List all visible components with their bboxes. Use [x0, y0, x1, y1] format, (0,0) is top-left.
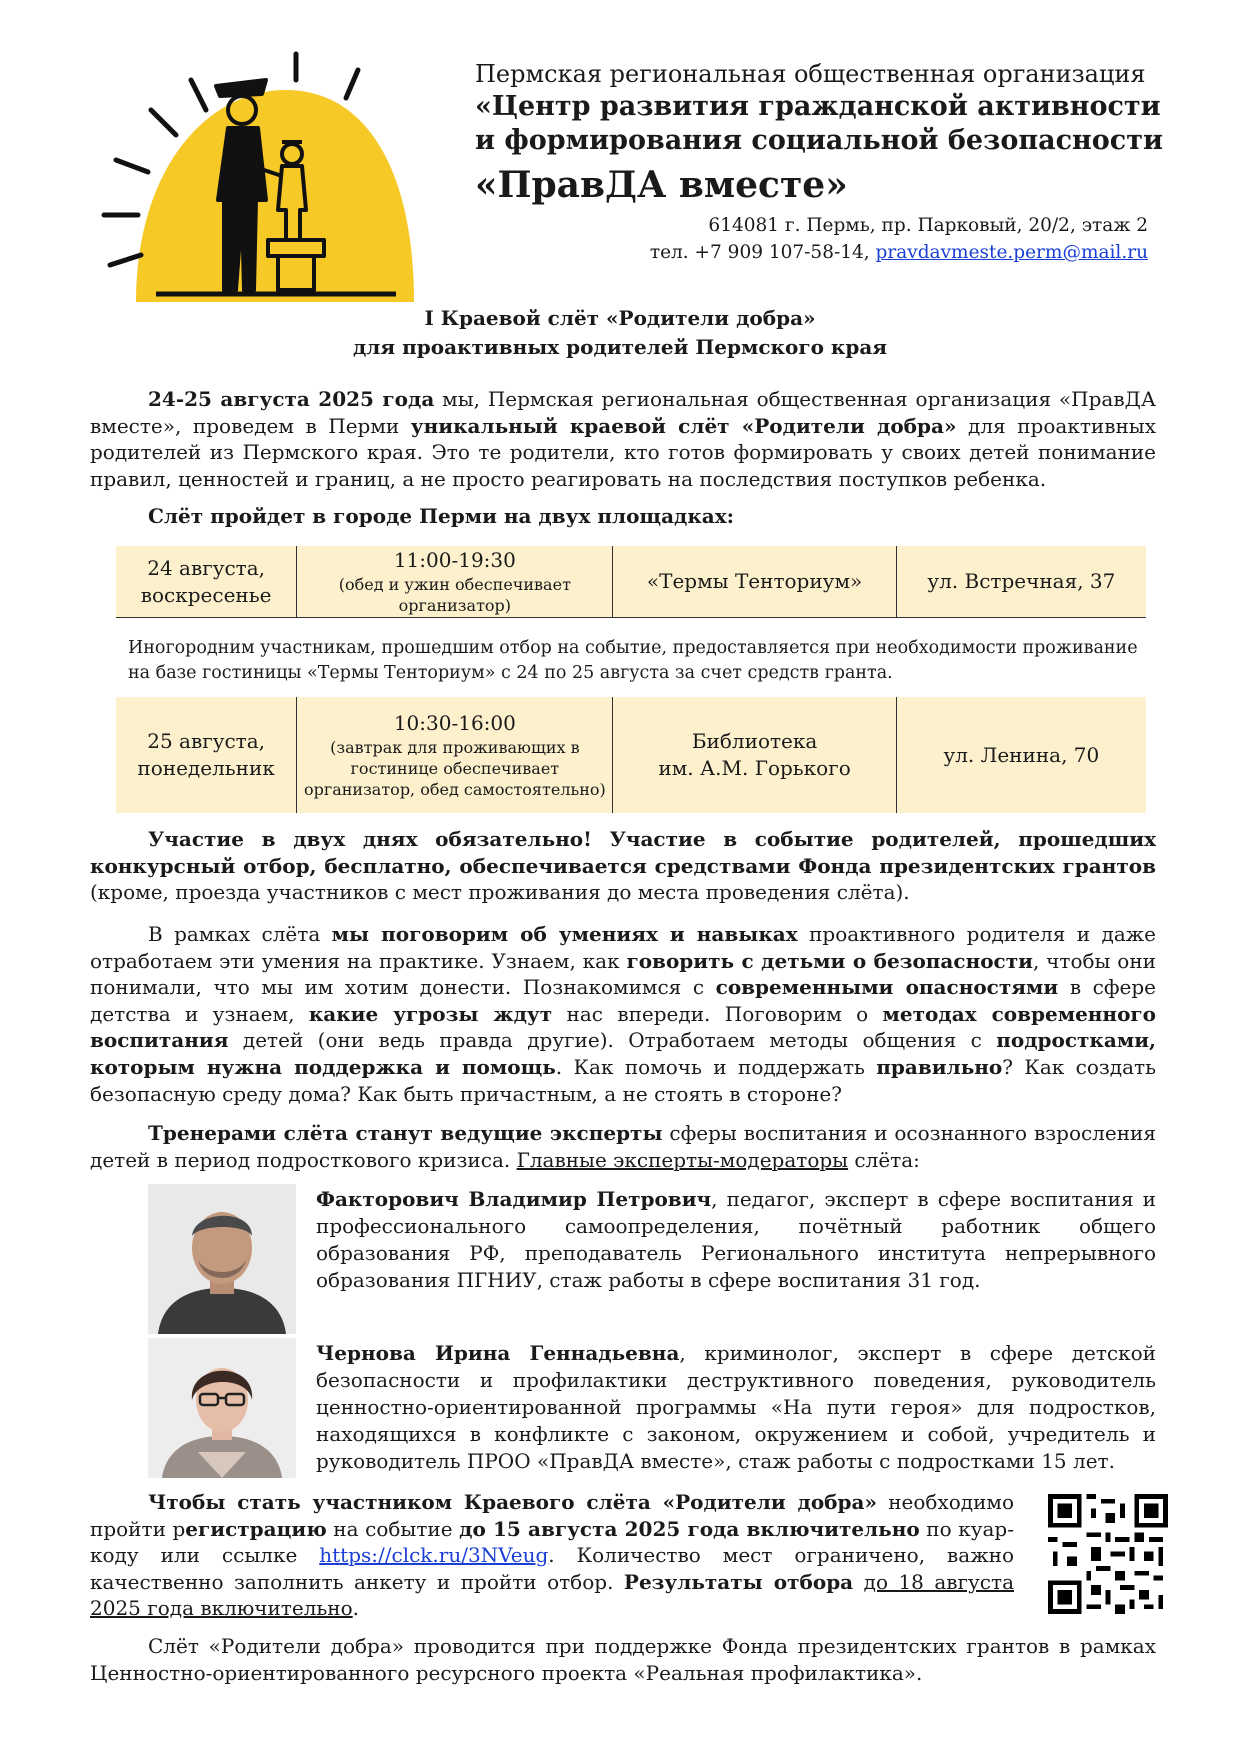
program-t2: проактивного родителя и даже отработаем эти умения на практике. Узнаем, как [90, 922, 1156, 973]
registration-t2: на событие [326, 1516, 460, 1541]
program-t3: , чтобы они понимали, что мы им хотим донести. Познакомимся с [90, 948, 1156, 1000]
venue-2-place [613, 697, 896, 813]
venue-1-weekday: воскресенье [140, 582, 272, 607]
venue-2-place-line-1: Библиотека [691, 729, 818, 753]
registration-b2: егистрацию [185, 1516, 327, 1541]
program-t6: детей (они ведь правда другие). Отработаем методы общения с [228, 1028, 997, 1053]
registration-b3: до 15 августа 2025 года включительно [459, 1516, 920, 1541]
venue-1-time-range: 11:00-19:30 [393, 548, 516, 572]
program-b2: говорить с детьми о безопасности [626, 948, 1033, 973]
intro-highlight: уникальный краевой слёт «Родители добра» [410, 413, 957, 438]
event-title-line-2: для проактивных родителей Пермского края [352, 335, 888, 359]
program-paragraph [90, 921, 1156, 1107]
trainers-underline: Главные эксперты-модераторы [516, 1147, 849, 1172]
venue-table-day1 [116, 546, 1146, 618]
venue-1-place: «Термы Тенториум» [613, 546, 896, 618]
org-line-1: Пермская региональная общественная организация [475, 60, 1146, 88]
venue-2-place-line-2: им. А.М. Горького [658, 756, 851, 780]
org-phone: тел. +7 909 107-58-14, [649, 242, 876, 263]
trainers-t1: сферы воспитания и осознанного взросления детей в период подросткового кризиса. [90, 1121, 1157, 1172]
registration-b4: Результаты отбора [623, 1569, 854, 1594]
venue-2-day: 25 августа, [147, 729, 266, 753]
program-t7: . Как помочь и поддержать [555, 1054, 877, 1079]
venue-2-time-note: (завтрак для проживающих в гостинице обеспечивает организатор, обед самостоятельно) [303, 738, 606, 799]
venue-2-time [297, 697, 613, 813]
intro-text-2: для проактивных родителей из Пермского края. Это те родители, кто готов формировать у своих детей понимание правил, ценностей и границ, а не просто реагировать на последствия поступков ребенка. [90, 413, 1157, 491]
venue-table-day2 [116, 697, 1146, 813]
program-b1: мы поговорим об умениях и навыках [331, 922, 798, 946]
event-title-line-1: I Краевой слёт «Родители добра» [424, 306, 816, 330]
registration-link[interactable]: https://clck.ru/3NVeug [319, 1543, 549, 1568]
expert-photo-chernova [148, 1338, 296, 1478]
program-t5: нас впереди. Поговорим о [552, 1001, 883, 1026]
intro-paragraph [90, 386, 1156, 492]
org-header [475, 58, 1175, 210]
registration-t3: по куар-коду или ссылке [90, 1516, 1014, 1568]
venue-1-time-note: (обед и ужин обеспечивает организатор) [338, 575, 571, 615]
registration-b1: Чтобы стать участником Краевого слёта «Родители добра» [148, 1490, 877, 1514]
accommodation-note: Иногородним участникам, прошедшим отбор на событие, предоставляется при необходимости проживание на базе гостиницы «Термы Тенториум» с 24 по 25 августа за счет средств гранта. [128, 638, 1138, 683]
contacts-block [650, 212, 1148, 266]
program-b3: современными опасностями [715, 975, 1059, 1000]
participation-bold: Участие в двух днях обязательно! Участие в событие родителей, прошедших конкурсный отбор, бесплатно, обеспечивается средствами Фонда президентских грантов [90, 827, 1156, 878]
people-sun-logo [96, 50, 416, 302]
venue-2-date [116, 697, 297, 813]
program-b7: правильно [876, 1054, 1003, 1079]
expert-1-text [316, 1186, 1156, 1294]
trainers-t2: слёта: [848, 1147, 920, 1172]
venue-1-time [297, 546, 613, 618]
venue-1-address: ул. Встречная, 37 [896, 546, 1146, 618]
registration-deadline: до 18 августа 2025 года включительно [90, 1569, 1014, 1621]
event-title [0, 304, 1240, 362]
venue-2-time-range: 10:30-16:00 [393, 711, 516, 735]
program-b6: подростками, которым нужна поддержка и помощь [90, 1028, 1156, 1079]
program-b5: методах современного воспитания [90, 1001, 1157, 1053]
expert-2-bio: , криминолог, эксперт в сфере детской безопасности и профилактики деструктивного поведения, руководитель ценностно-ориентированной программы «На пути героя» для подростков, находящихся в конфликте с законом, окружением и собой, учредитель и руководитель ПРОО «ПравДА вместе», стаж работы с подростками 15 лет. [316, 1341, 1156, 1473]
registration-t6: . [352, 1596, 360, 1621]
org-line-3: и формирования социальной безопасности [475, 125, 1163, 156]
expert-2-name: Чернова Ирина Геннадьевна [316, 1341, 680, 1365]
venue-1-date [116, 546, 297, 618]
org-address: 614081 г. Пермь, пр. Парковый, 20/2, этаж 2 [708, 215, 1148, 236]
program-t4: в сфере детства и узнаем, [90, 975, 1156, 1026]
intro-text-1: мы, Пермская региональная общественная организация «ПравДА вместе», проведем в Перми [90, 387, 1156, 438]
participation-text: (кроме, проезда участников с мест проживания до места проведения слёта). [90, 880, 910, 905]
intro-date: 24-25 августа 2025 года [148, 387, 435, 411]
org-email-link[interactable]: pravdavmeste.perm@mail.ru [875, 242, 1148, 263]
expert-photo-factorovich [148, 1184, 296, 1334]
venue-2-address: ул. Ленина, 70 [896, 697, 1146, 813]
participation-paragraph [90, 826, 1156, 906]
venue-1-day: 24 августа, [147, 555, 266, 580]
org-phone-line [650, 239, 1148, 266]
org-name: «ПравДА вместе» [475, 164, 848, 206]
expert-1-name: Факторович Владимир Петрович [316, 1187, 712, 1211]
program-t8: ? Как создать безопасную среду дома? Как быть причастным, а не стоять в стороне? [90, 1054, 1156, 1106]
registration-t4: . Количество мест ограничено, важно качественно заполнить анкету и пройти отбор. [90, 1543, 1014, 1594]
qr-code[interactable] [1048, 1494, 1168, 1614]
org-line-2: «Центр развития гражданской активности [475, 91, 1161, 122]
venues-heading [90, 503, 1156, 530]
registration-t5 [853, 1570, 863, 1594]
registration-paragraph [90, 1489, 1014, 1622]
program-b4: какие угрозы ждут [308, 1001, 553, 1026]
trainers-paragraph [90, 1120, 1156, 1173]
venue-2-weekday: понедельник [137, 756, 275, 780]
venues-heading-text: Слёт пройдет в городе Перми на двух площадках: [148, 504, 735, 528]
program-t1: В рамках слёта [148, 922, 332, 946]
registration-t1: необходимо пройти р [90, 1490, 1015, 1541]
expert-2-text [316, 1340, 1156, 1475]
expert-1-bio: , педагог, эксперт в сфере воспитания и профессионального самоопределения, почётный работник общего образования РФ, преподаватель Регионального института непрерывного образования ПГНИУ, стаж работы в сфере воспитания 31 год. [316, 1187, 1156, 1292]
trainers-bold: Тренерами слёта станут ведущие эксперты [148, 1121, 663, 1145]
footer-paragraph: Слёт «Родители добра» проводится при поддержке Фонда президентских грантов в рамках Ценностно-ориентированного ресурсного проекта «Реальная профилактика». [90, 1634, 1156, 1685]
